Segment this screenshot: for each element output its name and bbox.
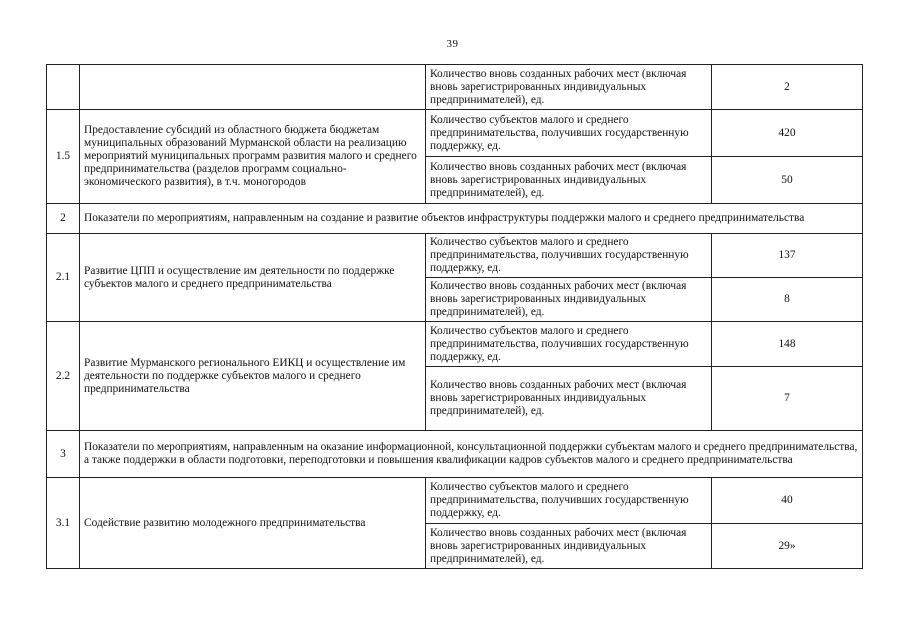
indicator-value: 420 [712, 110, 863, 157]
indicator-subjects: Количество субъектов малого и среднего предпринимательства, получивших государственную поддержку, ед. [426, 322, 712, 367]
indicator-jobs: Количество вновь созданных рабочих мест (включая вновь зарегистрированных индивидуальных предпринимателей), ед. [426, 278, 712, 322]
section-title: Показатели по мероприятиям, направленным на оказание информационной, консультационной поддержки субъектам малого и среднего предпринимательства, а также поддержки в области подготовки, переподготовки и повышения квалификации кадров субъектов малого и среднего предпринимательства [80, 431, 863, 478]
section-title: Показатели по мероприятиям, направленным на создание и развитие объектов инфраструктуры поддержки малого и среднего предпринимательства [80, 204, 863, 234]
section-number: 3 [47, 431, 80, 478]
indicator-jobs: Количество вновь созданных рабочих мест (включая вновь зарегистрированных индивидуальных предпринимателей), ед. [426, 524, 712, 569]
table-row [47, 234, 863, 278]
indicator-subjects: Количество субъектов малого и среднего предпринимательства, получивших государственную поддержку, ед. [426, 478, 712, 524]
indicator-subjects: Количество субъектов малого и среднего предпринимательства, получивших государственную поддержку, ед. [426, 234, 712, 278]
section-number: 2 [47, 204, 80, 234]
section-row [47, 204, 863, 234]
table-row [47, 322, 863, 367]
table-row [47, 478, 863, 524]
table-row [47, 110, 863, 157]
row-number: 1.5 [47, 110, 80, 204]
indicator-subjects: Количество субъектов малого и среднего предпринимательства, получивших государственную поддержку, ед. [426, 110, 712, 157]
table-row [47, 65, 863, 110]
indicator-jobs: Количество вновь созданных рабочих мест (включая вновь зарегистрированных индивидуальных предпринимателей), ед. [426, 65, 712, 110]
indicator-value: 7 [712, 367, 863, 431]
page-number: 39 [446, 38, 459, 50]
indicator-jobs: Количество вновь созданных рабочих мест (включая вновь зарегистрированных индивидуальных предпринимателей), ед. [426, 157, 712, 204]
indicator-value: 2 [712, 65, 863, 110]
indicator-value: 50 [712, 157, 863, 204]
indicator-value: 8 [712, 278, 863, 322]
event-description: Содействие развитию молодежного предпринимательства [80, 478, 426, 569]
row-number: 3.1 [47, 478, 80, 569]
event-cell [80, 65, 426, 110]
indicators-table [46, 64, 863, 569]
indicator-value: 137 [712, 234, 863, 278]
indicator-jobs: Количество вновь созданных рабочих мест (включая вновь зарегистрированных индивидуальных предпринимателей), ед. [426, 367, 712, 431]
indicator-value: 148 [712, 322, 863, 367]
event-description: Развитие Мурманского регионального ЕИКЦ и осуществление им деятельности по поддержке субъектов малого и среднего предпринимательства [80, 322, 426, 431]
event-description: Предоставление субсидий из областного бюджета бюджетам муниципальных образований Мурманской области на реализацию мероприятий муниципальных программ развития малого и среднего предпринимательства (разделов программ социально-экономического развития), в т.ч. моногородов [80, 110, 426, 204]
row-number: 2.1 [47, 234, 80, 322]
event-description: Развитие ЦПП и осуществление им деятельности по поддержке субъектов малого и среднего предпринимательства [80, 234, 426, 322]
indicator-value: 40 [712, 478, 863, 524]
row-number: 2.2 [47, 322, 80, 431]
indicator-value: 29» [712, 524, 863, 569]
section-row [47, 431, 863, 478]
row-number-cell [47, 65, 80, 110]
